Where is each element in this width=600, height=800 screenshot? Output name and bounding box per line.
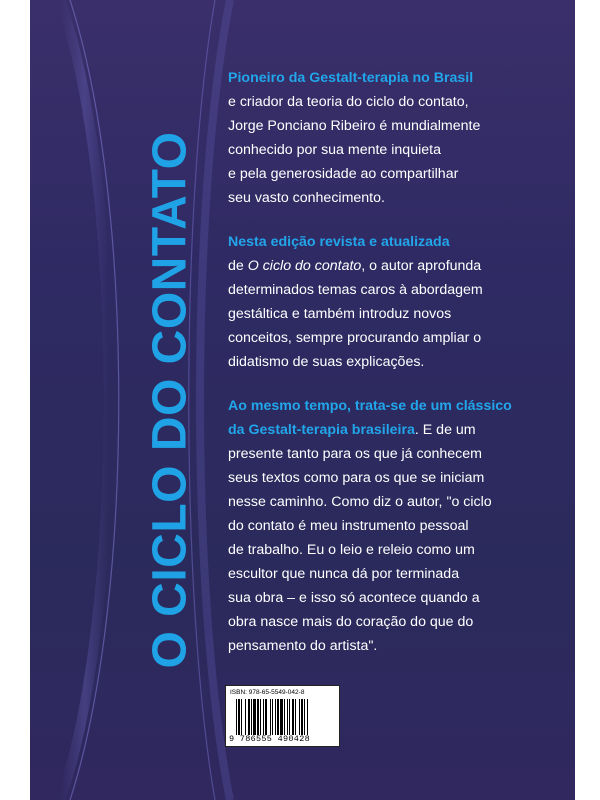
barcode-bar xyxy=(238,699,240,735)
barcode-bar xyxy=(251,699,252,735)
barcode-bars xyxy=(236,699,336,735)
paragraph-1-line: Jorge Ponciano Ribeiro é mundialmente xyxy=(228,118,481,134)
barcode-bar xyxy=(248,699,250,735)
paragraph-2-prefix: de xyxy=(228,258,248,274)
barcode-bar xyxy=(295,699,296,735)
paragraph-2-suffix: , o autor aprofunda xyxy=(361,258,482,274)
barcode-bar xyxy=(299,699,300,735)
paragraph-2-line: conceitos, sempre procurando ampliar o xyxy=(228,330,482,346)
paragraph-1-lead: Pioneiro da Gestalt-terapia no Brasil xyxy=(228,70,474,86)
barcode-bar xyxy=(304,699,305,735)
barcode-bar xyxy=(236,699,237,735)
paragraph-3-line: nesse caminho. Como diz o autor, "o ciclo xyxy=(228,494,492,510)
barcode-bar xyxy=(253,699,256,735)
paragraph-3-lead-suffix: . E de um xyxy=(414,422,476,438)
barcode-bar xyxy=(263,699,264,735)
barcode-bar xyxy=(241,699,242,735)
barcode-bar xyxy=(301,699,303,735)
barcode-bar xyxy=(270,699,271,735)
barcode-bar xyxy=(260,699,261,735)
barcode-bar xyxy=(289,699,290,735)
spine-glow-right xyxy=(200,0,230,800)
barcode-bar xyxy=(275,699,276,735)
paragraph-1-line: seu vasto conhecimento. xyxy=(228,190,385,206)
paragraph-3-line: de trabalho. Eu o leio e releio como um xyxy=(228,542,475,558)
paragraph-3 xyxy=(228,394,528,658)
paragraph-2-line: didatismo de suas explicações. xyxy=(228,354,425,370)
spine-title: O CICLO DO CONTATO xyxy=(143,131,197,669)
paragraph-2-lead: Nesta edição revista e atualizada xyxy=(228,234,450,250)
paragraph-3-line: do contato é meu instrumento pessoal xyxy=(228,518,469,534)
barcode-bar xyxy=(287,699,288,735)
paragraph-2-line: determinados temas caros à abordagem xyxy=(228,282,483,298)
barcode-bar xyxy=(284,699,285,735)
paragraph-3-line: obra nasce mais do coração do que do xyxy=(228,614,474,630)
paragraph-3-line: escultor que nunca dá por terminada xyxy=(228,566,460,582)
barcode-bar xyxy=(277,699,279,735)
barcode-bar xyxy=(272,699,273,735)
paragraph-1-line: conhecido por sua mente inquieta xyxy=(228,142,441,158)
barcode-bar xyxy=(292,699,294,735)
barcode-bar xyxy=(280,699,283,735)
paragraph-3-lead: Ao mesmo tempo, trata-se de um clássico xyxy=(228,398,512,414)
barcode-bar xyxy=(307,699,308,735)
book-title-italic: O ciclo do contato xyxy=(247,258,362,274)
paragraph-1-line: e criador da teoria do ciclo do contato, xyxy=(228,94,469,110)
isbn-label: ISBN: 978-65-5549-042-8 xyxy=(230,689,305,696)
paragraph-3-line: pensamento do artista". xyxy=(228,638,378,654)
paragraph-1-line: e pela generosidade ao compartilhar xyxy=(228,166,459,182)
barcode-bar xyxy=(265,699,267,735)
paragraph-2-line: gestáltica e também introduz novos xyxy=(228,306,452,322)
paragraph-2 xyxy=(228,230,528,374)
paragraph-3-lead-2: da Gestalt-terapia brasileira xyxy=(228,422,415,438)
isbn-barcode xyxy=(225,685,340,747)
barcode-number: 9 786555 490428 xyxy=(229,734,311,744)
paragraph-3-line: presente tanto para os que já conhecem xyxy=(228,446,482,462)
spine-glow-left xyxy=(60,0,109,800)
paragraph-1 xyxy=(228,66,528,210)
paragraph-3-line: seus textos como para os que se iniciam xyxy=(228,470,485,486)
back-cover-text xyxy=(228,66,528,678)
barcode-bar xyxy=(257,699,259,735)
barcode-bar xyxy=(245,699,246,735)
paragraph-3-line: sua obra – e isso só acontece quando a xyxy=(228,590,480,606)
